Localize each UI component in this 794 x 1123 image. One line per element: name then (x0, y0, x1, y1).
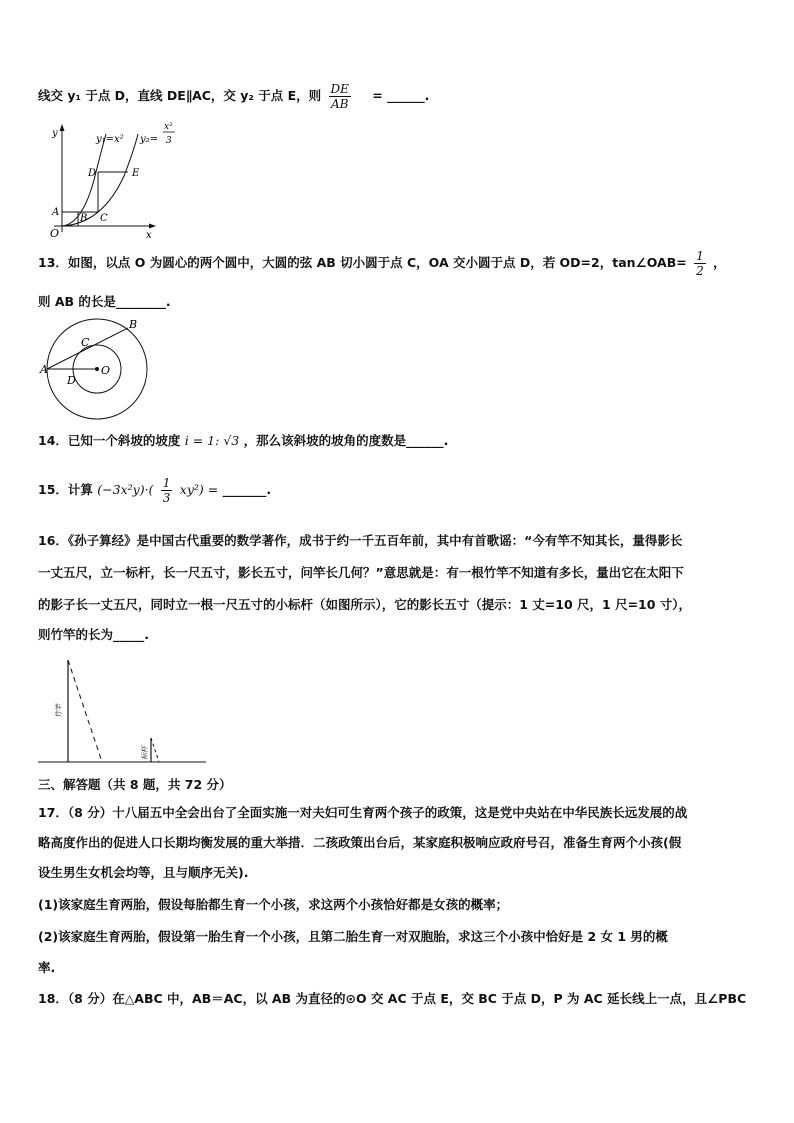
q17-line2: 略高度作出的促进人口长期均衡发展的重大举措．二孩政策出台后，某家庭积极响应政府号召，准备生育两个小孩(假 (38, 835, 682, 850)
q15-expr-part2: xy²) = (179, 482, 219, 497)
q12-fraction (329, 82, 351, 111)
q13-line2: 则 AB 的长是________. (38, 294, 171, 309)
q12-curve2-num: x² (164, 122, 173, 132)
q17-sub1: (1)该家庭生育两胎，假设每胎都生育一个小孩，求这两个小孩恰好都是女孩的概率； (38, 897, 509, 912)
q16-figure (38, 656, 210, 768)
q14-before: 14．已知一个斜坡的坡度 (38, 433, 181, 448)
q12-curve2-den: 3 (166, 136, 172, 146)
q15-frac-den: 3 (162, 491, 171, 505)
q14-text (38, 431, 448, 449)
q15-after: _______. (222, 482, 272, 497)
q17-sub2: (2)该家庭生育两胎，假设第一胎生育一个小孩，且第二胎生育一对双胞胎，求这三个小孩中恰好是 2 女 1 男的概 (38, 929, 668, 944)
q13-frac-num: 1 (696, 249, 704, 263)
q13-center-dot (95, 367, 99, 371)
q15-frac-num: 1 (162, 476, 171, 490)
q12-frac-den: AB (330, 97, 349, 111)
q15-fraction (161, 476, 173, 505)
q13-fraction (694, 249, 706, 278)
q12-x-label: x (146, 230, 152, 241)
q16-line2: 一丈五尺，立一标杆，长一尺五寸，影长五寸，问竿长几何？”意思就是：有一根竹竿不知道有多长，量出它在太阳下 (38, 565, 684, 580)
q13-line1-before: 13．如图，以点 O 为圆心的两个圆中，大圆的弦 AB 切小圆于点 C，OA 交小圆于点 D，若 OD=2，tan∠OAB= (38, 255, 687, 270)
q15-before: 15．计算 (38, 482, 93, 497)
q13-point-b: B (129, 318, 138, 331)
q13-figure (38, 316, 168, 420)
q15-expr-part1: (−3x²y)·( (97, 482, 154, 497)
q13-line1 (38, 249, 726, 278)
q16-line3: 的影子长一丈五尺，同时立一根一尺五寸的小标杆（如图所示），它的影长五寸（提示：1 丈=10 尺，1 尺=10 寸）， (38, 597, 692, 612)
q12-origin-label: O (50, 227, 60, 240)
q12-point-d: D (88, 168, 97, 179)
q12-figure (40, 120, 200, 245)
q12-text (38, 82, 429, 111)
q16-line4: 则竹竿的长为_____. (38, 627, 149, 642)
section3-title: 三、解答题（共 8 题，共 72 分） (38, 777, 232, 792)
q12-point-b: B (80, 213, 88, 224)
q14-after: ，那么该斜坡的坡角的度数是______. (243, 433, 449, 448)
q12-point-a: A (52, 207, 60, 218)
q14-math: i = 1: √3 (184, 433, 240, 448)
q13-point-d: D (67, 374, 76, 387)
q12-y-label: y (52, 128, 58, 139)
q12-curve2-label: y₂= (140, 134, 159, 145)
q16-line1: 16．《孙子算经》是中国古代重要的数学著作，成书于约一千五百年前，其中有首歌谣：“今有竿不知其长，量得影长 (38, 533, 683, 548)
q13-frac-den: 2 (696, 264, 704, 278)
q16-pole-shadow-ray (68, 660, 102, 762)
q12-point-e: E (132, 168, 140, 179)
q12-curve1-label: y₁=x² (96, 134, 124, 145)
q12-point-c: C (100, 213, 108, 224)
q16-stick-label: 标杆 (141, 746, 149, 760)
q17-line1: 17．（8 分）十八届五中全会出台了全面实施一对夫妇可生育两个孩子的政策，这是党中央站在中华民族长远发展的战 (38, 805, 688, 820)
q12-frac-num: DE (330, 82, 349, 96)
q18-line1: 18．（8 分）在△ABC 中，AB＝AC，以 AB 为直径的⊙O 交 AC 于点 E，交 BC 于点 D，P 为 AC 延长线上一点，且∠PBC (38, 991, 747, 1006)
q12-text-before: 线交 y₁ 于点 D，直线 DE∥AC，交 y₂ 于点 E，则 (38, 88, 322, 103)
q13-line1-after: ， (713, 255, 726, 270)
q16-pole-label: 竹竿 (55, 704, 63, 718)
q12-text-after: = ______. (372, 88, 430, 103)
q13-point-a: A (40, 363, 48, 376)
q12-x-arrow (149, 224, 156, 229)
q12-y-arrow (60, 124, 65, 131)
q13-point-c: C (81, 336, 90, 349)
q17-line3: 设生男生女机会均等，且与顺序无关). (38, 865, 249, 880)
q16-stick-shadow-ray (151, 738, 159, 762)
q17-sub2-cont: 率. (38, 960, 56, 975)
q13-point-o: O (101, 364, 111, 377)
q15-text (38, 476, 271, 505)
